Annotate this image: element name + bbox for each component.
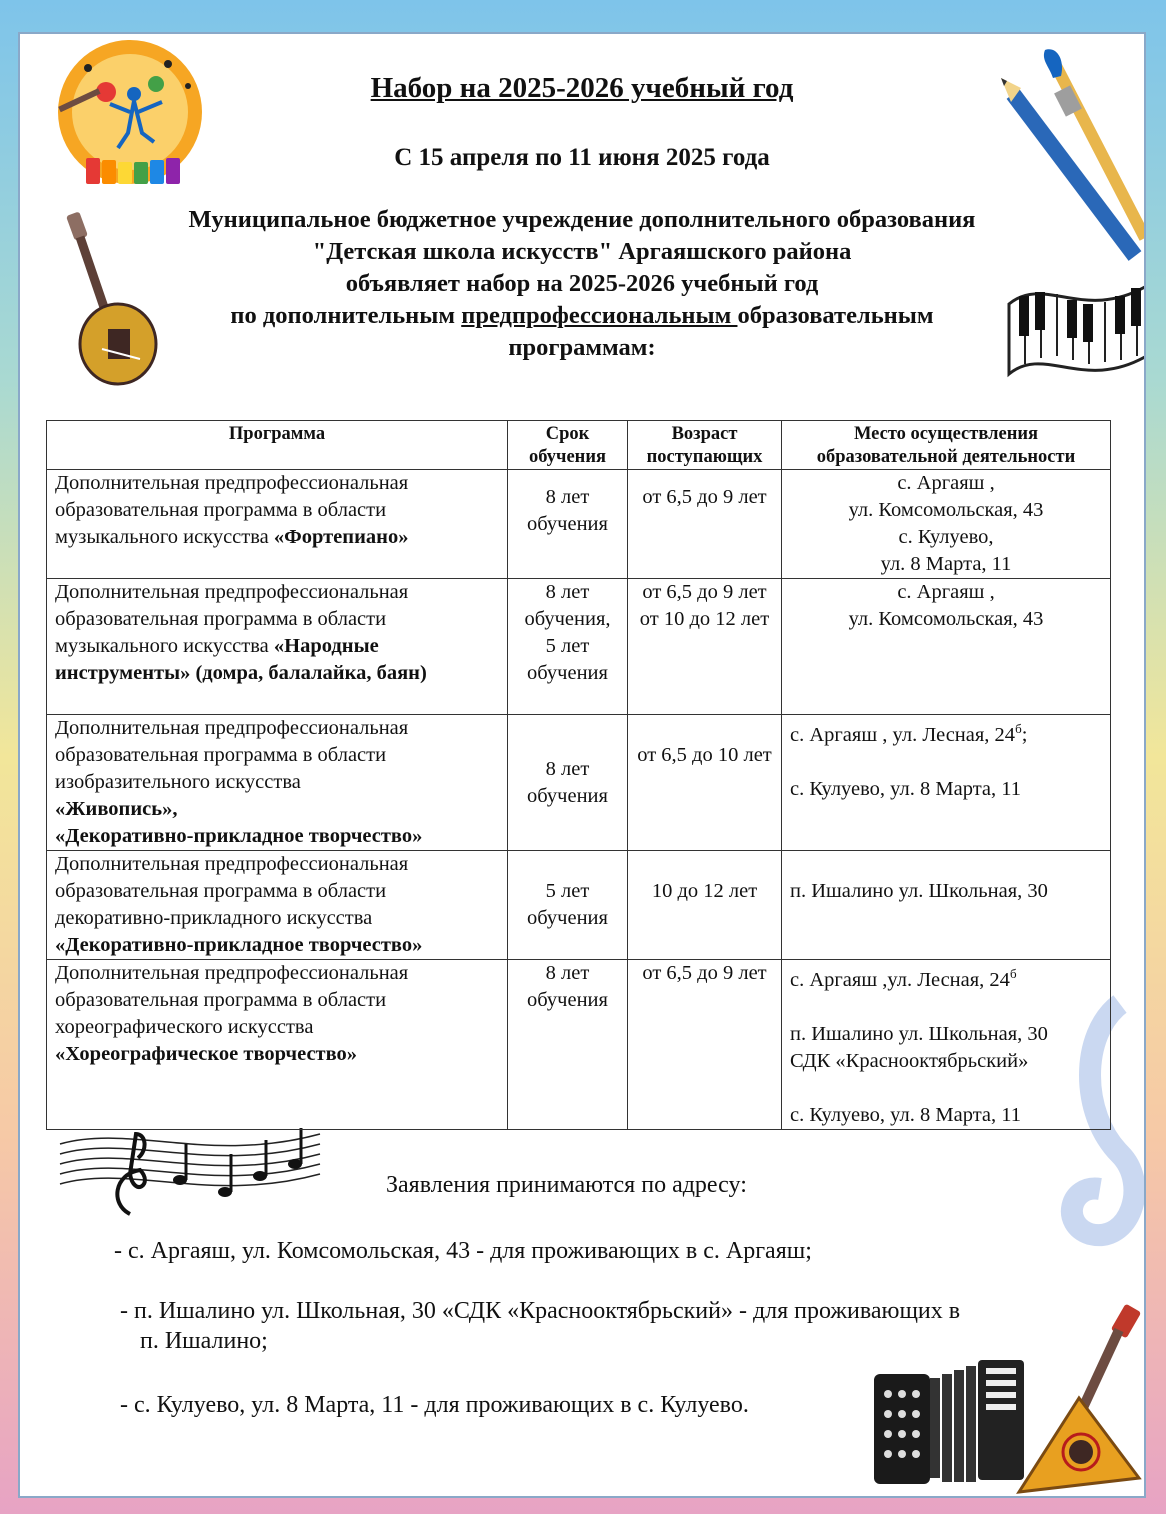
program-name: «Декоративно-прикладное творчество» — [55, 825, 423, 847]
page — [18, 32, 1146, 1498]
table-row — [47, 579, 1111, 715]
program-name: «Декоративно-прикладное творчество» — [55, 934, 423, 956]
place-spacer — [790, 1075, 1102, 1102]
term-cell — [508, 715, 628, 851]
place-line: с. Кулуево, ул. 8 Марта, 11 — [790, 777, 1021, 800]
intro-fragment: образовательным — [737, 302, 934, 329]
age-text: от 6,5 до 9 лет — [642, 486, 767, 508]
place-line: ул. Комсомольская, 43 — [848, 608, 1044, 630]
place-line: СДК «Краснооктябрьский» — [790, 1049, 1029, 1072]
header-program: Программа — [47, 421, 508, 470]
place-line: с. Аргаяш , — [897, 581, 995, 603]
place-line: с. Кулуево, — [898, 526, 994, 548]
place-line: ул. Комсомольская, 43 — [848, 499, 1044, 521]
place-cell — [782, 715, 1111, 851]
program-name: «Фортепиано» — [273, 526, 409, 548]
age-cell — [628, 851, 782, 960]
place-cell — [782, 470, 1111, 579]
age-cell — [628, 579, 782, 715]
age-text: от 6,5 до 9 лет — [642, 581, 767, 603]
place-cell — [782, 579, 1111, 715]
header-age: Возраст поступающих — [628, 421, 782, 470]
age-cell — [628, 715, 782, 851]
programs-table — [46, 420, 1111, 1130]
page-title: Набор на 2025-2026 учебный год — [370, 72, 794, 104]
program-text: Дополнительная предпрофессиональная образовательная программа в области хореографического искусства — [55, 962, 409, 1038]
program-cell — [47, 470, 508, 579]
age-text: 10 до 12 лет — [651, 880, 758, 902]
domra-icon — [50, 209, 160, 389]
address-kuluevo: - с. Кулуево, ул. 8 Марта, 11 - для проживающих в с. Кулуево. — [120, 1392, 749, 1418]
program-text: Дополнительная предпрофессиональная образовательная программа в области музыкального искусства — [55, 581, 409, 657]
music-notes-icon — [50, 1114, 330, 1229]
place-line: с. Аргаяш , — [897, 472, 995, 494]
age-cell — [628, 960, 782, 1130]
intro-line: "Детская школа искусств" Аргаяшского района — [312, 238, 852, 265]
intro-line — [170, 300, 994, 332]
address-argayash: - с. Аргаяш, ул. Комсомольская, 43 - для проживающих в с. Аргаяш; — [114, 1238, 812, 1264]
age-cell — [628, 470, 782, 579]
intro-line: программам: — [508, 334, 656, 361]
piano-keys-icon — [1005, 264, 1146, 384]
age-text: от 6,5 до 10 лет — [637, 744, 772, 766]
age-text: от 6,5 до 9 лет — [642, 962, 767, 984]
place-cell — [782, 851, 1111, 960]
place-line: п. Ишалино ул. Школьная, 30 — [790, 1022, 1048, 1045]
header-place: Место осуществления образовательной деятельности — [782, 421, 1111, 470]
term-text: 8 лет обучения — [527, 962, 608, 1011]
age-text: от 10 до 12 лет — [639, 608, 770, 630]
address-ishalino — [120, 1296, 960, 1356]
intro-text — [170, 204, 994, 364]
term-cell — [508, 960, 628, 1130]
intro-underlined-word: предпрофессиональным — [461, 302, 738, 329]
term-cell — [508, 851, 628, 960]
program-cell — [47, 960, 508, 1130]
program-name: «Живопись», — [55, 798, 178, 820]
apply-title: Заявления принимаются по адресу: — [386, 1172, 747, 1198]
intro-line: Муниципальное бюджетное учреждение дополнительного образования — [188, 206, 976, 233]
term-cell — [508, 579, 628, 715]
term-text: 5 лет обучения — [527, 880, 608, 929]
address-line: - п. Ишалино ул. Школьная, 30 «СДК «Краснооктябрьский» - для проживающих в — [120, 1298, 961, 1324]
program-cell — [47, 715, 508, 851]
place-line: ул. 8 Марта, 11 — [880, 553, 1012, 575]
place-text: с. Аргаяш ,ул. Лесная, 24 — [790, 968, 1010, 991]
place-spacer — [790, 749, 1102, 776]
place-text: ; — [1021, 723, 1028, 746]
place-superscript: б — [1009, 966, 1017, 981]
balalaika-icon — [1015, 1302, 1145, 1498]
place-line — [790, 715, 1102, 749]
address-line: п. Ишалино; — [140, 1328, 268, 1354]
place-superscript: б — [1015, 721, 1022, 736]
table-row — [47, 470, 1111, 579]
program-cell — [47, 579, 508, 715]
program-text: Дополнительная предпрофессиональная образовательная программа в области декоративно-прикладного искусства — [55, 853, 409, 929]
term-text: 8 лет обучения, — [524, 581, 611, 630]
term-cell — [508, 470, 628, 579]
accordion-icon — [868, 1354, 1028, 1494]
intro-line: объявляет набор на 2025-2026 учебный год — [345, 270, 819, 297]
table-row — [47, 960, 1111, 1130]
term-text: 8 лет обучения — [527, 486, 608, 535]
place-cell — [782, 960, 1111, 1130]
table-row — [47, 851, 1111, 960]
table-header-row — [47, 421, 1111, 470]
place-spacer — [790, 994, 1102, 1021]
program-text: Дополнительная предпрофессиональная образовательная программа в области музыкального искусства — [55, 472, 409, 548]
program-cell — [47, 851, 508, 960]
place-text: с. Аргаяш , ул. Лесная, 24 — [790, 723, 1016, 746]
term-text: 5 лет обучения — [527, 635, 608, 684]
program-name: «Хореографическое творчество» — [55, 1043, 358, 1065]
program-text: Дополнительная предпрофессиональная образовательная программа в области изобразительного искусства — [55, 717, 409, 793]
enrollment-dates: С 15 апреля по 11 июня 2025 года — [394, 144, 770, 171]
place-text: п. Ишалино ул. Школьная, 30 — [790, 880, 1048, 902]
table-row — [47, 715, 1111, 851]
place-line: с. Кулуево, ул. 8 Марта, 11 — [790, 1103, 1021, 1126]
intro-fragment: по дополнительным — [230, 302, 462, 329]
program-name: «Народные инструменты» (домра, балалайка, баян) — [55, 635, 427, 684]
place-line — [790, 960, 1102, 994]
header-term: Срок обучения — [508, 421, 628, 470]
term-text: 8 лет обучения — [527, 758, 608, 807]
